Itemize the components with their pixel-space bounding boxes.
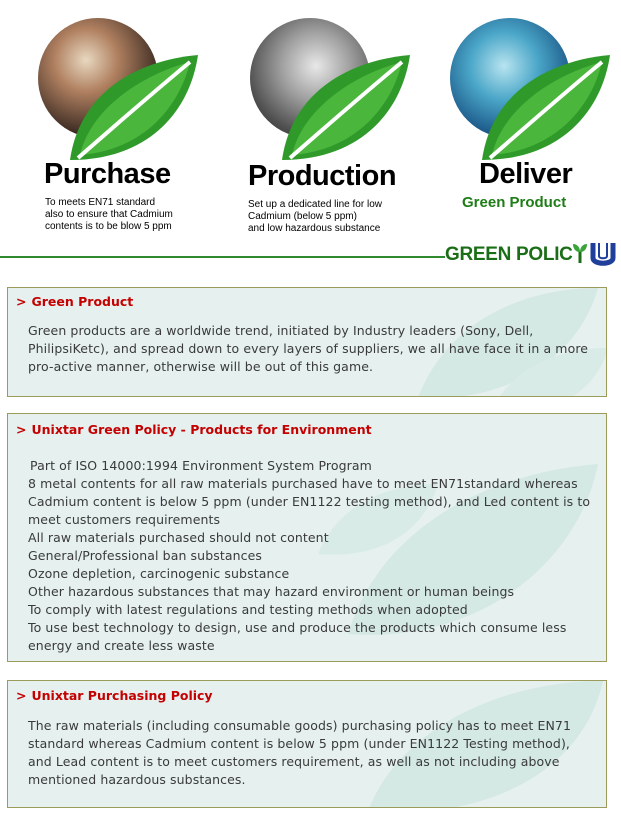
section-body: The raw materials (including consumable goods) purchasing policy has to meet EN71 standard whereas Cadmium content is below 5 ppm (under EN1122 Testing method), and Lead content is to meet customers requirement, as well as not including above mentioned hazardous substances. [28, 718, 572, 787]
list-item: To use best technology to design, use and produce the products which consume less energy and create less waste [28, 620, 567, 653]
list-item: Part of ISO 14000:1994 Environment System Program [30, 458, 372, 473]
leaf-icon [462, 50, 612, 165]
leaf-icon [50, 50, 200, 165]
production-desc: Set up a dedicated line for low Cadmium (below 5 ppm) and low hazardous substance [248, 199, 382, 234]
section-title: > Unixtar Green Policy - Products for Environment [16, 422, 372, 437]
list-item: Ozone depletion, carcinogenic substance [28, 566, 290, 581]
list-item: General/Professional ban substances [28, 548, 262, 563]
green-product-section [7, 287, 607, 397]
purchase-step [10, 0, 190, 245]
list-item: To comply with latest regulations and testing methods when adopted [28, 602, 468, 617]
section-title: > Unixtar Purchasing Policy [16, 688, 213, 703]
green-policy-label: GREEN POLIC [445, 243, 587, 266]
deliver-subtitle: Green Product [462, 194, 567, 211]
divider-line [0, 256, 445, 258]
leaf-icon [262, 50, 412, 165]
purchasing-policy-section [7, 680, 607, 808]
list-item: 8 metal contents for all raw materials purchased have to meet EN71standard whereas Cadmium content is below 5 ppm (under EN1122 testing method), and Led content is to meet customers requirements [28, 476, 591, 527]
purchase-title: Purchase [44, 158, 171, 190]
arrow-marker-icon: > [16, 688, 27, 703]
deliver-step [436, 0, 616, 245]
policy-list [28, 457, 596, 655]
production-step [220, 0, 400, 245]
list-item: Other hazardous substances that may hazard environment or human beings [28, 584, 515, 599]
production-title: Production [248, 160, 397, 192]
green-policy-banner [0, 0, 621, 270]
purchase-desc: To meets EN71 standard also to ensure that Cadmium contents is to be blow 5 ppm [45, 197, 173, 232]
deliver-title: Deliver [479, 158, 573, 190]
section-title: > Green Product [16, 294, 134, 309]
green-policy-section [7, 413, 607, 662]
list-item: All raw materials purchased should not content [28, 530, 329, 545]
unixtar-logo-icon [589, 240, 617, 268]
sprout-icon [573, 243, 587, 263]
arrow-marker-icon: > [16, 294, 27, 309]
arrow-marker-icon: > [16, 422, 27, 437]
section-body: Green products are a worldwide trend, initiated by Industry leaders (Sony, Dell, PhilipsiKetc), and spread down to every layers of suppliers, we all have face it in a more pro-active manner, otherwise will be out of this game. [28, 323, 589, 374]
